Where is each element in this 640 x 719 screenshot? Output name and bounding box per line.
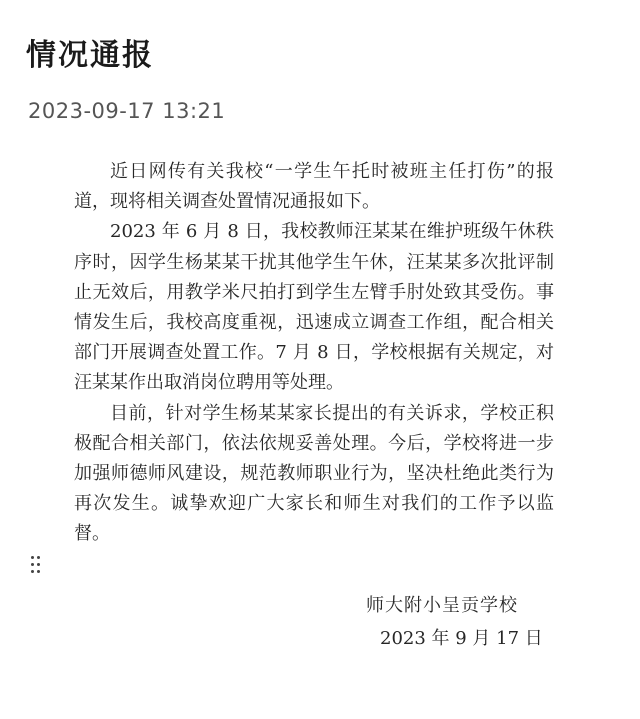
signature-date: 2023 年 9 月 17 日 [380, 628, 543, 649]
notice-paragraph: 2023 年 6 月 8 日，我校教师汪某某在维护班级午休秩序时，因学生杨某某干扰其他学生午休，汪某某多次批评制止无效后，用教学米尺拍打到学生左臂手肘处致其受伤。事情发生后，我校高度重视，迅速成立调查工作组，配合相关部门开展调查处置工作。7 月 8 日，学校根据有关规定，对汪某某作出取消岗位聘用等处理。 [74, 221, 554, 394]
notice-paragraph: 目前，针对学生杨某某家长提出的有关诉求，学校正积极配合相关部门，依法依规妥善处理。今后，学校将进一步加强师德师风建设，规范教师职业行为，坚决杜绝此类行为再次发生。诚挚欢迎广大家长和师生对我们的工作予以监督。 [74, 402, 554, 545]
drag-handle-icon[interactable] [31, 556, 41, 574]
signature-school: 师大附小呈贡学校 [366, 595, 518, 616]
notice-body [74, 157, 554, 550]
notice-paragraph: 近日网传有关我校“一学生午托时被班主任打伤”的报道，现将相关调查处置情况通报如下。 [74, 161, 554, 213]
publish-timestamp: 2023-09-17 13:21 [28, 99, 226, 123]
page-title: 情况通报 [26, 38, 154, 73]
